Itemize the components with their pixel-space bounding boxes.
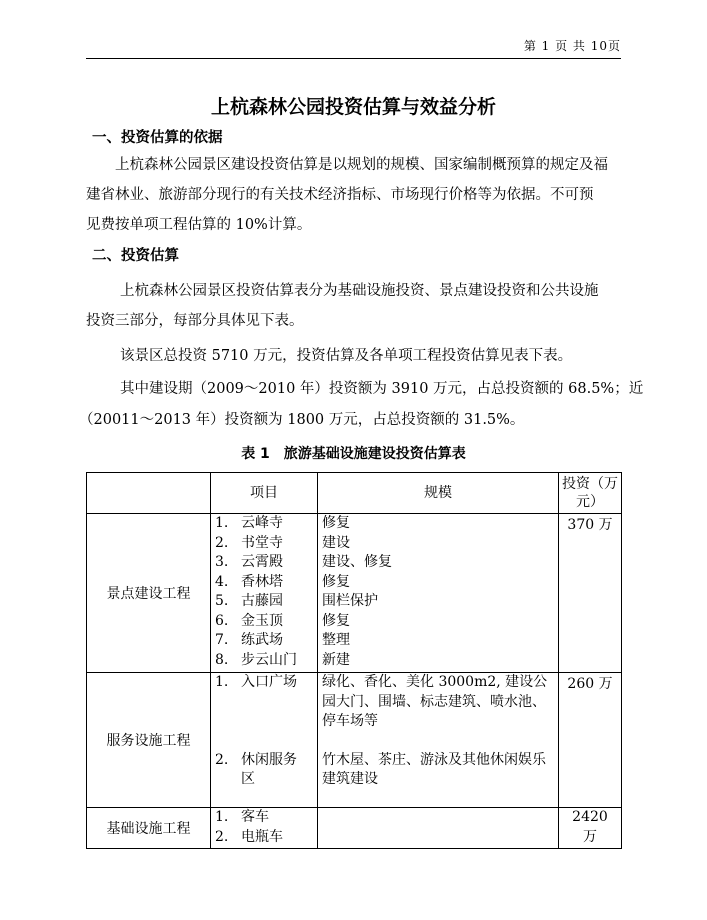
paragraph-line: 见费按单项工程估算的 10%计算。 bbox=[86, 217, 312, 233]
amount-cell: 2420 万 bbox=[559, 808, 622, 849]
spec-item: 竹木屋、茶庄、游泳及其他休闲娱乐建筑建设 bbox=[322, 751, 546, 787]
header-scale: 规模 bbox=[318, 473, 559, 514]
list-item: 5. 古藤园 bbox=[215, 593, 283, 609]
paragraph-line: 投资三部分，每部分具体见下表。 bbox=[86, 313, 304, 329]
list-item: 8. 步云山门 bbox=[215, 651, 297, 668]
header-investment: 投资（万元） bbox=[559, 473, 622, 514]
paragraph-line: 该景区总投资 5710 万元，投资估算及各单项工程投资估算见表下表。 bbox=[120, 348, 573, 364]
list-item: 6. 金玉顶 bbox=[215, 612, 283, 629]
specs-cell bbox=[318, 514, 559, 673]
header-category bbox=[87, 473, 211, 514]
document-title: 上杭森林公园投资估算与效益分析 bbox=[210, 96, 496, 118]
amount-cell: 370 万 bbox=[559, 514, 622, 673]
amount-cell: 260 万 bbox=[559, 673, 622, 808]
table-row bbox=[87, 514, 622, 673]
section-heading-basis: 一、投资估算的依据 bbox=[92, 130, 223, 146]
section-heading-estimate: 二、投资估算 bbox=[92, 248, 179, 264]
paragraph-line: （20011～2013 年）投资额为 1800 万元，占总投资额的 31.5%。 bbox=[79, 412, 525, 428]
list-item: 2. 书堂寺 bbox=[215, 534, 283, 551]
list-item: 7. 练武场 bbox=[215, 632, 283, 648]
spec-item: 建设 bbox=[322, 534, 350, 551]
investment-table bbox=[86, 472, 622, 849]
list-item: 1. 云峰寺 bbox=[215, 515, 283, 531]
spec-item: 围栏保护 bbox=[322, 593, 378, 609]
section-basis-paragraph bbox=[86, 150, 621, 240]
list-item: 3. 云霄殿 bbox=[215, 554, 283, 570]
list-item: 4. 香林塔 bbox=[215, 573, 283, 590]
spec-item: 修复 bbox=[322, 612, 350, 629]
header-item: 项目 bbox=[211, 473, 318, 514]
spec-item: 建设、修复 bbox=[322, 554, 392, 570]
section-estimate-paragraph bbox=[86, 276, 621, 336]
paragraph-line: 建省林业、旅游部分现行的有关技术经济指标、市场现行价格等为依据。不可预 bbox=[86, 187, 594, 203]
list-item: 1. 入口广场 bbox=[215, 674, 297, 690]
table-caption: 表 1 旅游基础设施建设投资估算表 bbox=[241, 446, 466, 462]
specs-cell bbox=[318, 808, 559, 849]
table-header-row bbox=[87, 473, 622, 514]
total-investment-paragraph bbox=[86, 342, 621, 370]
category-cell: 基础设施工程 bbox=[87, 808, 211, 849]
table-row bbox=[87, 673, 622, 808]
table-row bbox=[87, 808, 622, 849]
spec-item: 新建 bbox=[322, 651, 350, 668]
page-header bbox=[86, 36, 621, 59]
items-cell bbox=[211, 808, 318, 849]
items-cell bbox=[211, 514, 318, 673]
spec-item: 修复 bbox=[322, 515, 350, 531]
period-investment-paragraph bbox=[79, 374, 644, 436]
specs-cell bbox=[318, 673, 559, 808]
list-item: 2. 休闲服务区 bbox=[215, 751, 297, 787]
category-cell: 服务设施工程 bbox=[87, 673, 211, 808]
list-item: 1. 客车 bbox=[215, 809, 269, 825]
spec-item: 绿化、香化、美化 3000m2, 建设公园大门、围墙、标志建筑、喷水池、停车场等 bbox=[322, 674, 548, 729]
paragraph-line: 其中建设期（2009～2010 年）投资额为 3910 万元，占总投资额的 68.5%；近 bbox=[120, 381, 644, 397]
spec-item: 修复 bbox=[322, 573, 350, 590]
list-item: 2. 电瓶车 bbox=[215, 828, 283, 845]
page-number: 第 1 页 共 10页 bbox=[523, 39, 621, 53]
paragraph-line: 上杭森林公园景区建设投资估算是以规划的规模、国家编制概预算的规定及福 bbox=[115, 157, 608, 173]
category-cell: 景点建设工程 bbox=[87, 514, 211, 673]
items-cell bbox=[211, 673, 318, 808]
spec-item: 整理 bbox=[322, 632, 350, 648]
paragraph-line: 上杭森林公园景区投资估算表分为基础设施投资、景点建设投资和公共设施 bbox=[120, 283, 599, 299]
